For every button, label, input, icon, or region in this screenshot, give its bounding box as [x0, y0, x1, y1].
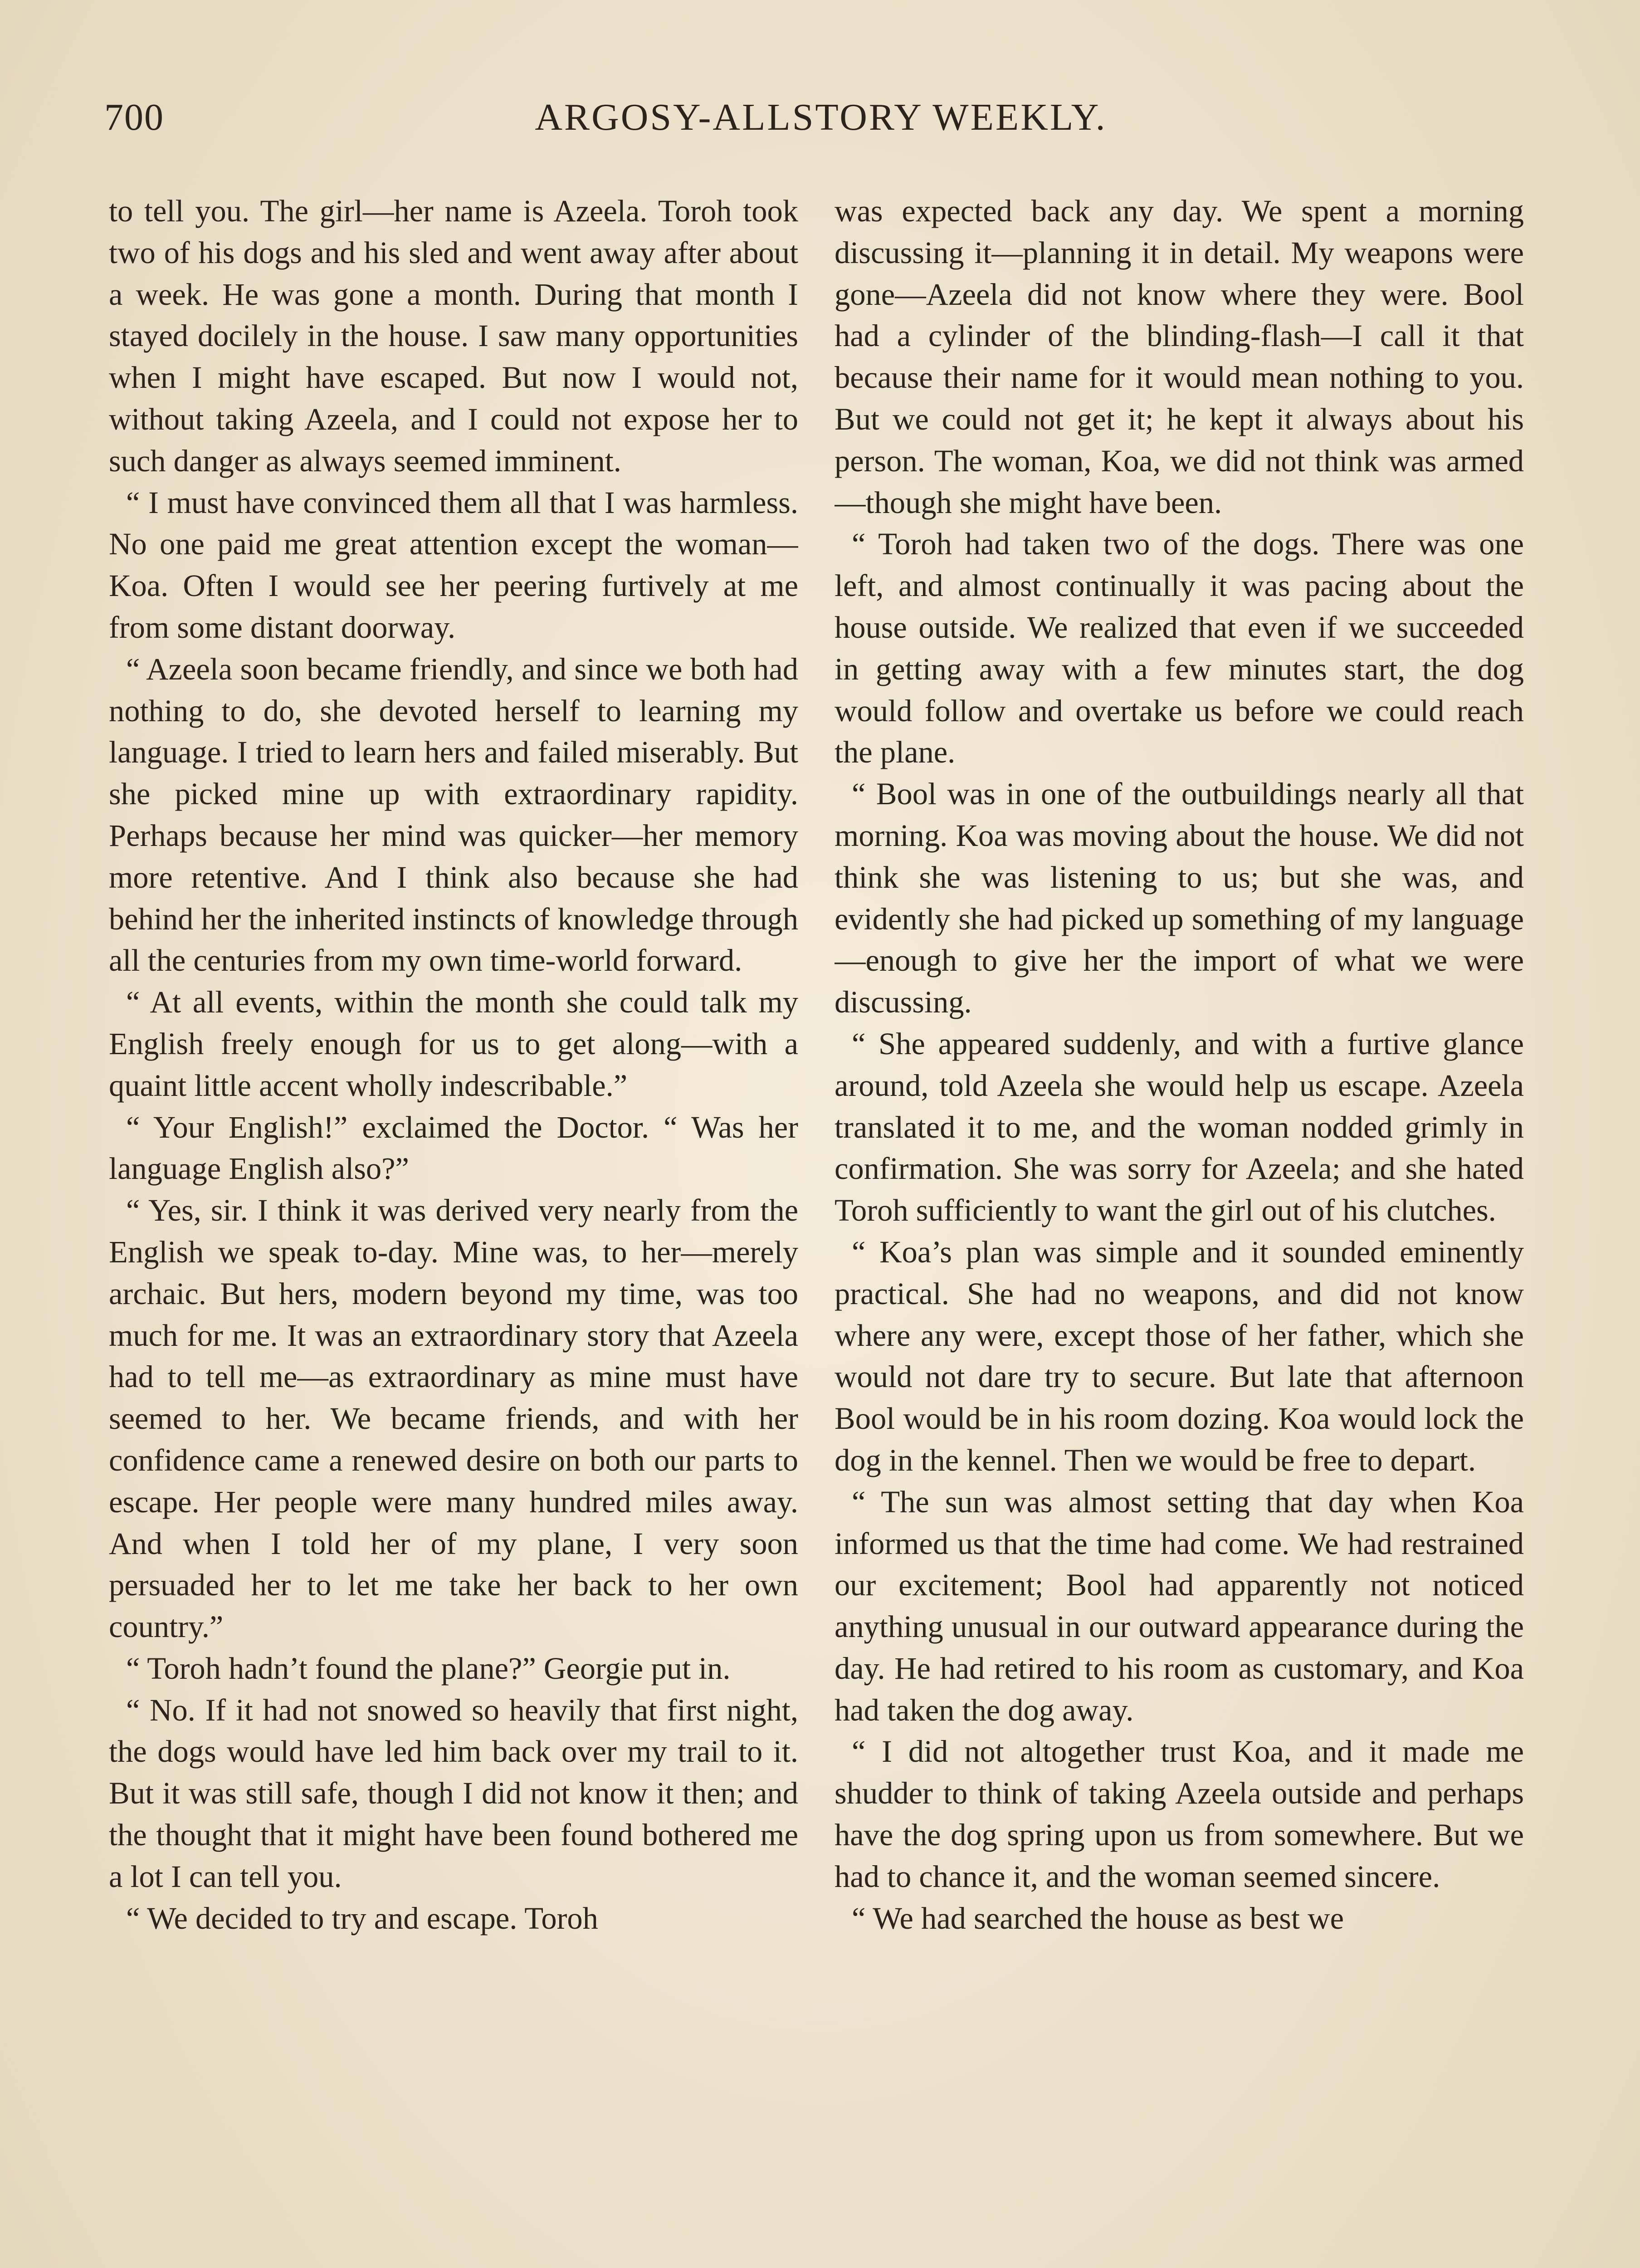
paragraph: “ Azeela soon became friendly, and since we both had nothing to do, she devoted herself to learning my language. I tried to learn hers and failed miserably. But she picked mine up with extraordinary rapidity. Perhaps because her mind was quicker—her memory more retentive. And I think also because she had behind her the inherited instincts of knowledge through all the centuries from my own time-world forward. — [109, 651, 798, 978]
paragraph: “ At all events, within the month she could talk my English freely enough for us to get along—with a quaint little accent wholly indescribable.” — [109, 985, 798, 1103]
paragraph: “ She appeared suddenly, and with a furtive glance around, told Azeela she would help us escape. Azeela translated it to me, and the woman nodded grimly in confirmation. She was sorry for Azeela; and she hated Toroh sufficiently to want the girl out of his clutches. — [835, 1026, 1524, 1228]
paragraph: “ No. If it had not snowed so heavily that first night, the dogs would have led him back over my trail to it. But it was still safe, though I did not know it then; and the thought that it might have been found bothered me a lot I can tell you. — [109, 1692, 798, 1894]
paragraph: “ The sun was almost setting that day when Koa informed us that the time had come. We had restrained our excitement; Bool had apparently not noticed anything unusual in our outward appearance during the day. He had retired to his room as customary, and Koa had taken the dog away. — [835, 1484, 1524, 1727]
page-header — [104, 95, 1538, 154]
paragraph: “ We decided to try and escape. Toroh — [126, 1901, 598, 1936]
running-title: ARGOSY-ALLSTORY WEEKLY. — [535, 96, 1107, 138]
paragraph: “ Koa’s plan was simple and it sounded eminently practical. She had no weapons, and did not know where any were, except those of her father, which she would not dare try to secure. But late that afternoon Bool would be in his room dozing. Koa would lock the dog in the kennel. Then we would be free to depart. — [835, 1234, 1524, 1477]
paragraph: “ Toroh had taken two of the dogs. There was one left, and almost continually it was pacing about the house outside. We realized that even if we succeeded in getting away with a few minutes start, the dog would follow and overtake us before we could reach the plane. — [835, 527, 1524, 770]
page-number: 700 — [104, 96, 164, 138]
paragraph: “ I did not altogether trust Koa, and it made me shudder to think of taking Azeela outside and perhaps have the dog spring upon us from somewhere. But we had to chance it, and the woman seemed sincere. — [835, 1734, 1524, 1894]
paragraph: “ Toroh hadn’t found the plane?” Georgie put in. — [126, 1651, 731, 1686]
paragraph: “ We had searched the house as best we — [852, 1901, 1344, 1936]
paragraph: “ Your English!” exclaimed the Doctor. “ Was her language English also?” — [109, 1110, 798, 1186]
right-column — [835, 191, 1524, 2268]
paragraph: “ I must have convinced them all that I was harmless. No one paid me great attention except the woman—Koa. Often I would see her peering furtively at me from some distant doorway. — [109, 485, 798, 645]
paragraph: “ Bool was in one of the outbuildings nearly all that morning. Koa was moving about the house. We did not think she was listening to us; but she was, and evidently she had picked up something of my language —enough to give her the import of what we were discussing. — [835, 777, 1524, 1020]
paragraph: was expected back any day. We spent a morning discussing it—planning it in detail. My weapons were gone—Azeela did not know where they were. Bool had a cylinder of the blinding-flash—I call it that because their name for it would mean nothing to you. But we could not get it; he kept it always about his person. The woman, Koa, we did not think was armed—though she might have been. — [835, 194, 1524, 520]
paragraph: “ Yes, sir. I think it was derived very nearly from the English we speak to-day. Mine was, to her—merely archaic. But hers, modern beyond my time, was too much for me. It was an extraordinary story that Azeela had to tell me—as extraordinary as mine must have seemed to her. We became friends, and with her confidence came a renewed desire on both our parts to escape. Her people were many hundred miles away. And when I told her of my plane, I very soon persuaded her to let me take her back to her own country.” — [109, 1193, 798, 1644]
left-column — [109, 191, 798, 2268]
paragraph: to tell you. The girl—her name is Azeela. Toroh took two of his dogs and his sled and went away after about a week. He was gone a month. During that month I stayed docilely in the house. I saw many opportunities when I might have escaped. But now I would not, without taking Azeela, and I could not expose her to such danger as always seemed imminent. — [109, 194, 798, 478]
